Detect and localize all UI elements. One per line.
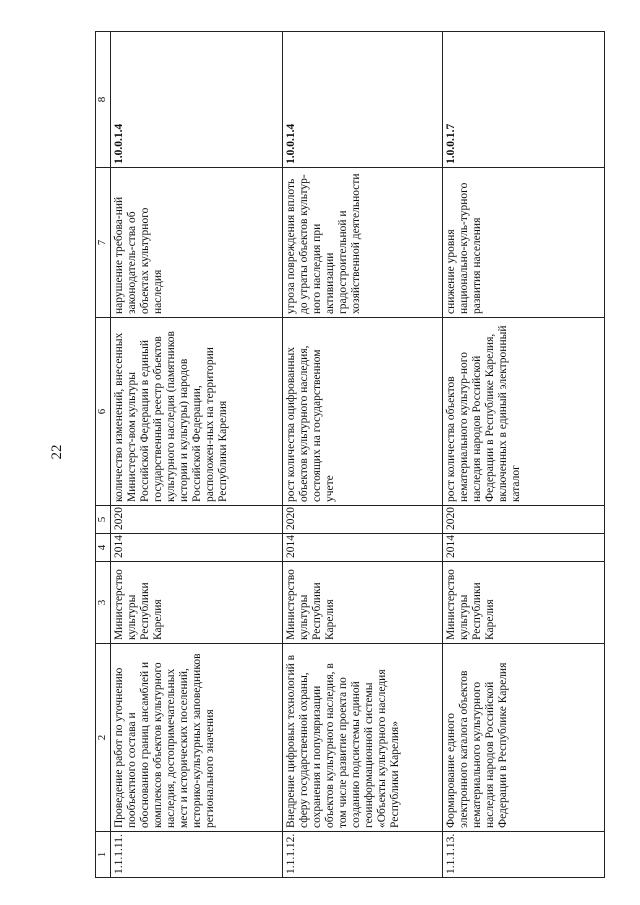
activity-description: Внедрение цифровых технологий в сферу государственной охраны, сохранения и популяризации объектов культурного наследия, в том числе развитие проекта по созданию подсистемы единой геоинформационной системы «Объекты культурного наследия Республики Карелия» xyxy=(283,644,443,832)
column-header-3: 3 xyxy=(96,562,111,644)
column-header-2: 2 xyxy=(96,644,111,832)
activity-number: 1.1.1.11. xyxy=(111,832,283,878)
responsible-executor: Министерство культуры Республики Карелия xyxy=(283,562,443,644)
activity-description: Формирование единого электронного каталога объектов нематериального культурного наследия народов Российской Федерации в Республике Карелия xyxy=(443,644,605,832)
indicator-link: 1.0.0.1.7 xyxy=(443,32,605,168)
column-header-8: 8 xyxy=(96,32,111,168)
program-table-container xyxy=(95,32,605,878)
responsible-executor: Министерство культуры Республики Карелия xyxy=(111,562,283,644)
end-year: 2020 xyxy=(111,506,283,534)
program-activities-table xyxy=(95,31,605,878)
indicator-link: 1.0.0.1.4 xyxy=(111,32,283,168)
indicator-link: 1.0.0.1.4 xyxy=(283,32,443,168)
expected-result: количество изменений, внесенных Министерст-вом культуры Российской Федерации в единый государственный реестр объектов культурного наследия (памятников истории и культуры) народов Российской Федерации, расположен-ных на территории Республики Карелия xyxy=(111,318,283,506)
table-row xyxy=(283,32,443,878)
rotated-table-frame xyxy=(95,32,605,878)
start-year: 2014 xyxy=(111,534,283,562)
start-year: 2014 xyxy=(443,534,605,562)
column-number-row xyxy=(96,32,111,878)
table-row xyxy=(443,32,605,878)
page-number: 22 xyxy=(49,444,65,460)
column-header-6: 6 xyxy=(96,318,111,506)
start-year: 2014 xyxy=(283,534,443,562)
end-year: 2020 xyxy=(443,506,605,534)
table-row xyxy=(111,32,283,878)
activity-description: Проведение работ по уточнению пообъектного состава и обоснованию границ ансамблей и комплексов объектов культурного наследия, достопримечательных мест и исторических поселений, историко-культурных заповедников регионального значения xyxy=(111,644,283,832)
activity-number: 1.1.1.12. xyxy=(283,832,443,878)
non-implementation-consequences: снижение уровня национально-куль-турного развития населения xyxy=(443,168,605,318)
non-implementation-consequences: нарушение требова-ний законодатель-ства об объектах культурного наследия xyxy=(111,168,283,318)
responsible-executor: Министерство культуры Республики Карелия xyxy=(443,562,605,644)
column-header-5: 5 xyxy=(96,506,111,534)
expected-result: рост количества оцифрованных объектов культурного наследия, состоящих на государственном учете xyxy=(283,318,443,506)
column-header-7: 7 xyxy=(96,168,111,318)
column-header-1: 1 xyxy=(96,832,111,878)
end-year: 2020 xyxy=(283,506,443,534)
expected-result: рост количества объектов нематериального культур-ного наследия народов Российской Федерации в Республике Карелия, включенных в единый электронный каталог xyxy=(443,318,605,506)
column-header-4: 4 xyxy=(96,534,111,562)
non-implementation-consequences: угроза повреждения вплоть до утраты объектов культур-ного наследия при активизации градостроительной и хозяйственной деятельности xyxy=(283,168,443,318)
activity-number: 1.1.1.13. xyxy=(443,832,605,878)
